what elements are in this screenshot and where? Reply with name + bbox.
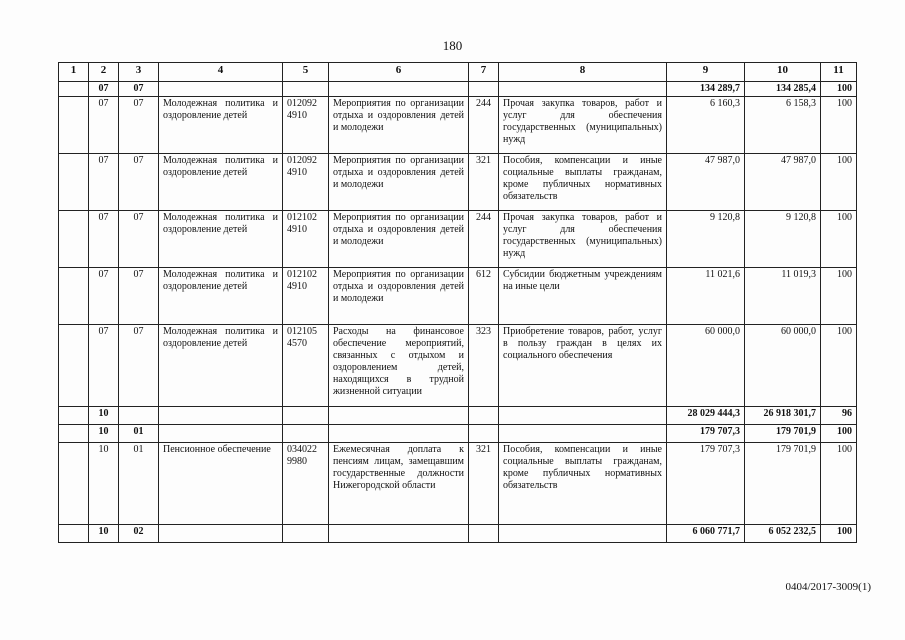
cell-col1 xyxy=(59,154,89,211)
cell-percent: 100 xyxy=(821,325,857,407)
cell-target-code: 012102 4910 xyxy=(283,268,329,325)
cell-expense-code xyxy=(469,425,499,443)
cell-target-name xyxy=(329,425,469,443)
cell-planned: 60 000,0 xyxy=(667,325,745,407)
cell-target-name: Мероприятия по организации отдыха и оздоровления детей и молодежи xyxy=(329,211,469,268)
header-cell: 1 xyxy=(59,63,89,82)
header-cell: 2 xyxy=(89,63,119,82)
cell-expense-name xyxy=(499,82,667,97)
cell-expense-code xyxy=(469,407,499,425)
header-cell: 8 xyxy=(499,63,667,82)
cell-name: Молодежная политика и оздоровление детей xyxy=(159,268,283,325)
cell-expense-name: Субсидии бюджетным учреждениям на иные цели xyxy=(499,268,667,325)
header-cell: 7 xyxy=(469,63,499,82)
cell-col1 xyxy=(59,443,89,525)
cell-target-code: 012092 4910 xyxy=(283,154,329,211)
cell-expense-code: 244 xyxy=(469,211,499,268)
cell-actual: 6 158,3 xyxy=(745,97,821,154)
cell-section: 10 xyxy=(89,425,119,443)
cell-target-name xyxy=(329,407,469,425)
budget-table xyxy=(58,62,857,543)
cell-col1 xyxy=(59,407,89,425)
cell-subsection: 07 xyxy=(119,325,159,407)
cell-actual: 11 019,3 xyxy=(745,268,821,325)
cell-target-name: Мероприятия по организации отдыха и оздоровления детей и молодежи xyxy=(329,268,469,325)
cell-section: 10 xyxy=(89,525,119,543)
cell-name xyxy=(159,525,283,543)
cell-percent: 96 xyxy=(821,407,857,425)
cell-expense-name: Прочая закупка товаров, работ и услуг для обеспечения государственных (муниципальных) нужд xyxy=(499,211,667,268)
header-row xyxy=(59,63,857,82)
table-row-subtotal xyxy=(59,425,857,443)
cell-target-code xyxy=(283,525,329,543)
table-row xyxy=(59,211,857,268)
header-cell: 6 xyxy=(329,63,469,82)
cell-planned: 28 029 444,3 xyxy=(667,407,745,425)
cell-expense-name xyxy=(499,425,667,443)
table-row xyxy=(59,154,857,211)
header-cell: 5 xyxy=(283,63,329,82)
cell-planned: 179 707,3 xyxy=(667,443,745,525)
cell-actual: 9 120,8 xyxy=(745,211,821,268)
cell-section: 07 xyxy=(89,97,119,154)
cell-percent: 100 xyxy=(821,154,857,211)
cell-col1 xyxy=(59,425,89,443)
cell-planned: 6 160,3 xyxy=(667,97,745,154)
cell-actual: 47 987,0 xyxy=(745,154,821,211)
cell-planned: 11 021,6 xyxy=(667,268,745,325)
cell-expense-code: 612 xyxy=(469,268,499,325)
table-row-subtotal xyxy=(59,82,857,97)
header-cell: 9 xyxy=(667,63,745,82)
cell-section: 07 xyxy=(89,211,119,268)
cell-expense-name: Прочая закупка товаров, работ и услуг для обеспечения государственных (муниципальных) нужд xyxy=(499,97,667,154)
cell-expense-code xyxy=(469,82,499,97)
table-row-subtotal xyxy=(59,525,857,543)
cell-expense-code: 323 xyxy=(469,325,499,407)
cell-target-code xyxy=(283,425,329,443)
cell-col1 xyxy=(59,325,89,407)
table-row xyxy=(59,268,857,325)
cell-actual: 179 701,9 xyxy=(745,425,821,443)
cell-expense-code: 244 xyxy=(469,97,499,154)
cell-expense-name: Приобретение товаров, работ, услуг в пользу граждан в целях их социального обеспечения xyxy=(499,325,667,407)
cell-target-code xyxy=(283,407,329,425)
cell-subsection: 07 xyxy=(119,82,159,97)
cell-subsection: 01 xyxy=(119,443,159,525)
cell-subsection: 07 xyxy=(119,154,159,211)
cell-expense-code xyxy=(469,525,499,543)
cell-target-name: Расходы на финансовое обеспечение мероприятий, связанных с отдыхом и оздоровлением детей, находящихся в трудной жизненной ситуации xyxy=(329,325,469,407)
cell-section: 10 xyxy=(89,407,119,425)
cell-target-code: 012092 4910 xyxy=(283,97,329,154)
header-cell: 3 xyxy=(119,63,159,82)
table-row-subtotal xyxy=(59,407,857,425)
cell-col1 xyxy=(59,82,89,97)
cell-target-code: 034022 9980 xyxy=(283,443,329,525)
cell-planned: 134 289,7 xyxy=(667,82,745,97)
cell-actual: 179 701,9 xyxy=(745,443,821,525)
cell-expense-code: 321 xyxy=(469,154,499,211)
cell-expense-code: 321 xyxy=(469,443,499,525)
header-cell: 10 xyxy=(745,63,821,82)
cell-percent: 100 xyxy=(821,211,857,268)
cell-subsection: 07 xyxy=(119,268,159,325)
cell-name: Молодежная политика и оздоровление детей xyxy=(159,154,283,211)
table-row xyxy=(59,325,857,407)
cell-percent: 100 xyxy=(821,268,857,325)
cell-percent: 100 xyxy=(821,82,857,97)
header-cell: 11 xyxy=(821,63,857,82)
cell-actual: 6 052 232,5 xyxy=(745,525,821,543)
cell-section: 07 xyxy=(89,268,119,325)
cell-name: Молодежная политика и оздоровление детей xyxy=(159,325,283,407)
header-cell: 4 xyxy=(159,63,283,82)
cell-target-name xyxy=(329,525,469,543)
cell-target-code: 012102 4910 xyxy=(283,211,329,268)
cell-expense-name xyxy=(499,407,667,425)
cell-planned: 179 707,3 xyxy=(667,425,745,443)
cell-target-name: Ежемесячная доплата к пенсиям лицам, замещавшим государственные должности Нижегородской области xyxy=(329,443,469,525)
cell-name: Пенсионное обеспечение xyxy=(159,443,283,525)
cell-subsection xyxy=(119,407,159,425)
cell-subsection: 01 xyxy=(119,425,159,443)
cell-subsection: 07 xyxy=(119,211,159,268)
cell-target-name: Мероприятия по организации отдыха и оздоровления детей и молодежи xyxy=(329,154,469,211)
cell-name xyxy=(159,425,283,443)
cell-actual: 60 000,0 xyxy=(745,325,821,407)
cell-percent: 100 xyxy=(821,443,857,525)
cell-target-code xyxy=(283,82,329,97)
cell-percent: 100 xyxy=(821,425,857,443)
cell-target-name: Мероприятия по организации отдыха и оздоровления детей и молодежи xyxy=(329,97,469,154)
page-number: 180 xyxy=(442,38,463,53)
cell-section: 07 xyxy=(89,82,119,97)
cell-col1 xyxy=(59,268,89,325)
cell-actual: 26 918 301,7 xyxy=(745,407,821,425)
cell-name xyxy=(159,407,283,425)
cell-expense-name: Пособия, компенсации и иные социальные выплаты гражданам, кроме публичных нормативных обязательств xyxy=(499,443,667,525)
cell-percent: 100 xyxy=(821,525,857,543)
cell-name: Молодежная политика и оздоровление детей xyxy=(159,97,283,154)
cell-planned: 47 987,0 xyxy=(667,154,745,211)
cell-expense-name: Пособия, компенсации и иные социальные выплаты гражданам, кроме публичных нормативных обязательств xyxy=(499,154,667,211)
cell-col1 xyxy=(59,97,89,154)
cell-subsection: 07 xyxy=(119,97,159,154)
cell-section: 10 xyxy=(89,443,119,525)
cell-actual: 134 285,4 xyxy=(745,82,821,97)
cell-target-code: 012105 4570 xyxy=(283,325,329,407)
cell-planned: 6 060 771,7 xyxy=(667,525,745,543)
cell-col1 xyxy=(59,211,89,268)
cell-name xyxy=(159,82,283,97)
cell-section: 07 xyxy=(89,325,119,407)
cell-percent: 100 xyxy=(821,97,857,154)
table-row xyxy=(59,443,857,525)
cell-planned: 9 120,8 xyxy=(667,211,745,268)
table-row xyxy=(59,97,857,154)
cell-target-name xyxy=(329,82,469,97)
cell-subsection: 02 xyxy=(119,525,159,543)
cell-name: Молодежная политика и оздоровление детей xyxy=(159,211,283,268)
document-code: 0404/2017-3009(1) xyxy=(785,581,871,593)
cell-section: 07 xyxy=(89,154,119,211)
cell-expense-name xyxy=(499,525,667,543)
cell-col1 xyxy=(59,525,89,543)
